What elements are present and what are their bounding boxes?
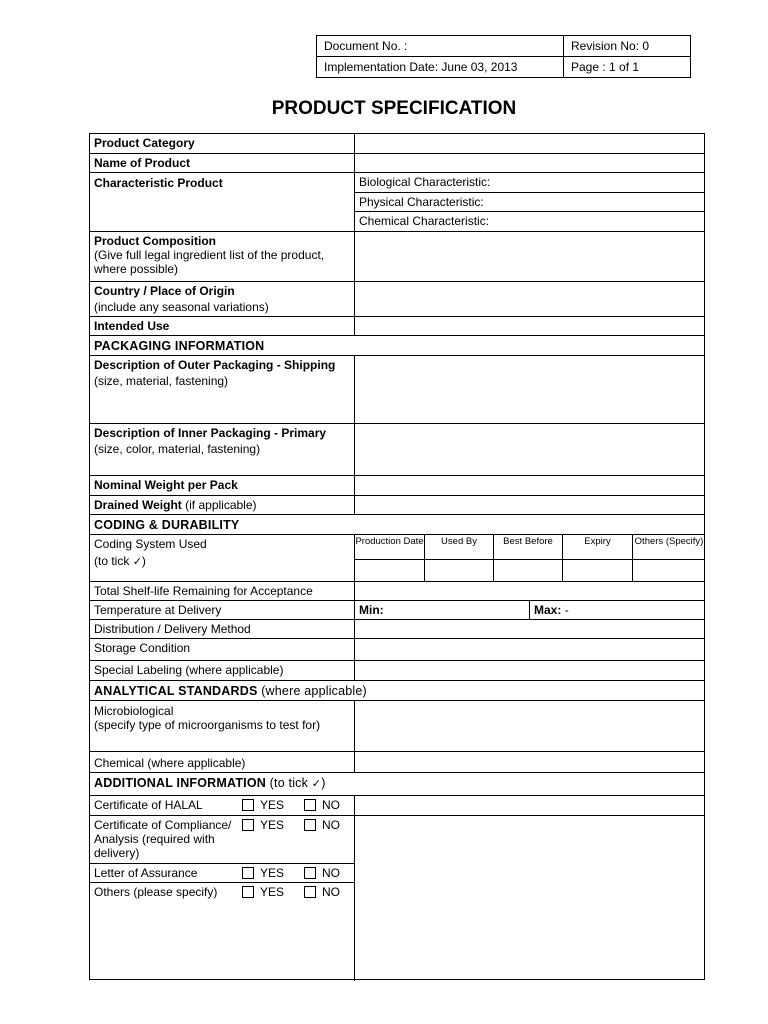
origin-label: Country / Place of Origin (94, 284, 235, 298)
outer-packaging-field[interactable] (355, 356, 704, 423)
row-product-category (90, 134, 704, 154)
packaging-heading: PACKAGING INFORMATION (94, 339, 265, 353)
product-composition-note: (Give full legal ingredient list of the product, where possible) (94, 248, 325, 276)
physical-characteristic-field[interactable]: Physical Characteristic: (355, 193, 704, 212)
row-storage (90, 639, 704, 661)
document-no: Document No. : (317, 36, 564, 57)
outer-packaging-label: Description of Outer Packaging - Shipping (94, 358, 336, 372)
others-row (90, 883, 354, 981)
drained-weight-field[interactable] (355, 496, 704, 514)
microbiological-cell (90, 701, 355, 751)
row-additional-heading (90, 773, 704, 796)
document-header-table (316, 35, 691, 78)
row-halal (90, 796, 704, 816)
coding-system-cell (90, 535, 355, 581)
temperature-max-label: Max: (534, 603, 562, 617)
compliance-yes-checkbox[interactable] (242, 819, 254, 831)
product-composition-cell (90, 232, 355, 281)
assurance-row (90, 864, 354, 883)
distribution-label: Distribution / Delivery Method (90, 620, 355, 638)
col-used-by: Used By (425, 535, 494, 560)
compliance-no-label: NO (322, 818, 340, 832)
row-inner-packaging (90, 424, 704, 476)
row-coding-heading (90, 515, 704, 535)
product-category-label: Product Category (90, 134, 355, 153)
row-analytical-heading (90, 681, 704, 701)
row-outer-packaging (90, 356, 704, 424)
coding-heading: CODING & DURABILITY (94, 518, 240, 532)
halal-label: Certificate of HALAL (94, 798, 203, 812)
row-special-labeling (90, 661, 704, 681)
row-product-composition (90, 232, 704, 282)
row-temperature (90, 601, 704, 620)
outer-packaging-note: (size, material, fastening) (94, 374, 229, 388)
inner-packaging-label: Description of Inner Packaging - Primary (94, 426, 327, 440)
biological-characteristic-field[interactable]: Biological Characteristic: (355, 173, 704, 193)
halal-yes-label: YES (260, 798, 285, 812)
check-icon: ✓ (132, 555, 142, 568)
col-expiry: Expiry (563, 535, 633, 560)
row-origin (90, 282, 704, 317)
tick-expiry[interactable] (563, 560, 633, 581)
inner-packaging-cell (90, 424, 355, 475)
chemical-label: Chemical (where applicable) (90, 752, 355, 772)
assurance-label: Letter of Assurance (94, 866, 198, 880)
row-chemical (90, 752, 704, 773)
row-nominal-weight (90, 476, 704, 496)
name-of-product-label: Name of Product (90, 154, 355, 172)
others-yes-checkbox[interactable] (242, 886, 254, 898)
name-of-product-field[interactable] (355, 154, 704, 172)
halal-yes-checkbox[interactable] (242, 799, 254, 811)
others-no-checkbox[interactable] (304, 886, 316, 898)
halal-field[interactable] (355, 796, 704, 815)
assurance-yes-label: YES (260, 866, 285, 880)
other-certificates-field[interactable] (355, 816, 704, 981)
origin-cell (90, 282, 355, 316)
compliance-no-option[interactable] (304, 818, 340, 832)
chemical-characteristic-field[interactable]: Chemical Characteristic: (359, 214, 490, 228)
coding-system-label: Coding System Used (94, 537, 207, 551)
analytical-heading-note: (where applicable) (261, 684, 367, 698)
row-shelf-life (90, 582, 704, 601)
row-characteristic-product (90, 173, 704, 232)
others-no-option[interactable] (304, 885, 340, 899)
assurance-no-option[interactable] (304, 866, 340, 880)
halal-yes-option[interactable] (242, 798, 284, 812)
others-label: Others (please specify) (94, 885, 218, 899)
assurance-no-checkbox[interactable] (304, 867, 316, 879)
additional-heading-note: (to tick (269, 776, 309, 790)
coding-to-tick-text: (to tick (94, 554, 130, 568)
others-yes-option[interactable] (242, 885, 284, 899)
microbiological-label: Microbiological (94, 704, 174, 718)
compliance-yes-option[interactable] (242, 818, 284, 832)
compliance-label: Certificate of Compliance/ Analysis (required with delivery) (94, 818, 232, 860)
microbiological-field[interactable] (355, 701, 704, 751)
shelf-life-label: Total Shelf-life Remaining for Acceptance (90, 582, 355, 600)
coding-to-tick (94, 554, 350, 569)
tick-others[interactable] (633, 560, 705, 581)
halal-no-option[interactable] (304, 798, 340, 812)
row-coding-system (90, 535, 704, 582)
compliance-no-checkbox[interactable] (304, 819, 316, 831)
row-microbiological (90, 701, 704, 752)
row-name-of-product (90, 154, 704, 173)
microbiological-note: (specify type of microorganisms to test for) (94, 718, 321, 732)
other-certificates-cell (90, 816, 355, 981)
col-best-before: Best Before (494, 535, 563, 560)
coding-close-paren: ) (141, 554, 146, 568)
col-others: Others (Specify) (633, 535, 705, 560)
compliance-row (90, 816, 354, 864)
analytical-heading-cell (90, 681, 704, 700)
analytical-heading: ANALYTICAL STANDARDS (94, 684, 258, 698)
row-other-certificates (90, 816, 704, 981)
temperature-label: Temperature at Delivery (90, 601, 355, 619)
intended-use-field[interactable] (355, 317, 704, 335)
storage-field[interactable] (355, 639, 704, 660)
revision-no: Revision No: 0 (564, 36, 691, 57)
special-labeling-field[interactable] (355, 661, 704, 680)
storage-label: Storage Condition (90, 639, 355, 660)
col-production-date: Production Date (355, 535, 425, 560)
halal-cell (90, 796, 355, 815)
inner-packaging-note: (size, color, material, fastening) (94, 442, 261, 456)
row-packaging-heading (90, 336, 704, 356)
assurance-yes-checkbox[interactable] (242, 867, 254, 879)
nominal-weight-label: Nominal Weight per Pack (90, 476, 355, 495)
tick-best-before[interactable] (494, 560, 563, 581)
page-title: PRODUCT SPECIFICATION (271, 98, 517, 119)
special-labeling-label: Special Labeling (where applicable) (90, 661, 355, 680)
row-distribution (90, 620, 704, 639)
specification-form (89, 133, 705, 980)
halal-no-label: NO (322, 798, 340, 812)
temperature-max-field[interactable] (530, 601, 704, 619)
chemical-field[interactable] (355, 752, 704, 772)
additional-heading-cell (90, 773, 704, 795)
compliance-yes-label: YES (260, 818, 285, 832)
product-composition-field[interactable] (355, 232, 704, 281)
inner-packaging-field[interactable] (355, 424, 704, 475)
drained-weight-cell (90, 496, 355, 514)
row-drained-weight (90, 496, 704, 515)
characteristic-product-label: Characteristic Product (90, 173, 355, 231)
row-intended-use (90, 317, 704, 336)
origin-note: (include any seasonal variations) (94, 300, 269, 314)
product-category-field[interactable] (355, 134, 704, 153)
temperature-min-field[interactable]: Min: (355, 601, 530, 619)
implementation-date: Implementation Date: June 03, 2013 (317, 57, 564, 78)
others-no-label: NO (322, 885, 340, 899)
nominal-weight-field[interactable] (355, 476, 704, 495)
page-number: Page : 1 of 1 (564, 57, 691, 78)
drained-weight-label: Drained Weight (94, 498, 182, 512)
temperature-max-value: - (564, 603, 569, 617)
distribution-field[interactable] (355, 620, 704, 638)
coding-grid (355, 535, 704, 581)
assurance-yes-option[interactable] (242, 866, 284, 880)
additional-heading: ADDITIONAL INFORMATION (94, 776, 266, 790)
check-icon: ✓ (311, 777, 322, 790)
drained-weight-note: (if applicable) (185, 498, 257, 512)
tick-used-by[interactable] (425, 560, 494, 581)
origin-field[interactable] (355, 282, 704, 316)
shelf-life-field[interactable] (355, 582, 704, 600)
others-yes-label: YES (260, 885, 285, 899)
additional-close-paren: ) (321, 776, 326, 790)
tick-production-date[interactable] (355, 560, 425, 581)
outer-packaging-cell (90, 356, 355, 423)
intended-use-label: Intended Use (90, 317, 355, 335)
halal-no-checkbox[interactable] (304, 799, 316, 811)
assurance-no-label: NO (322, 866, 340, 880)
product-composition-label: Product Composition (94, 234, 216, 248)
